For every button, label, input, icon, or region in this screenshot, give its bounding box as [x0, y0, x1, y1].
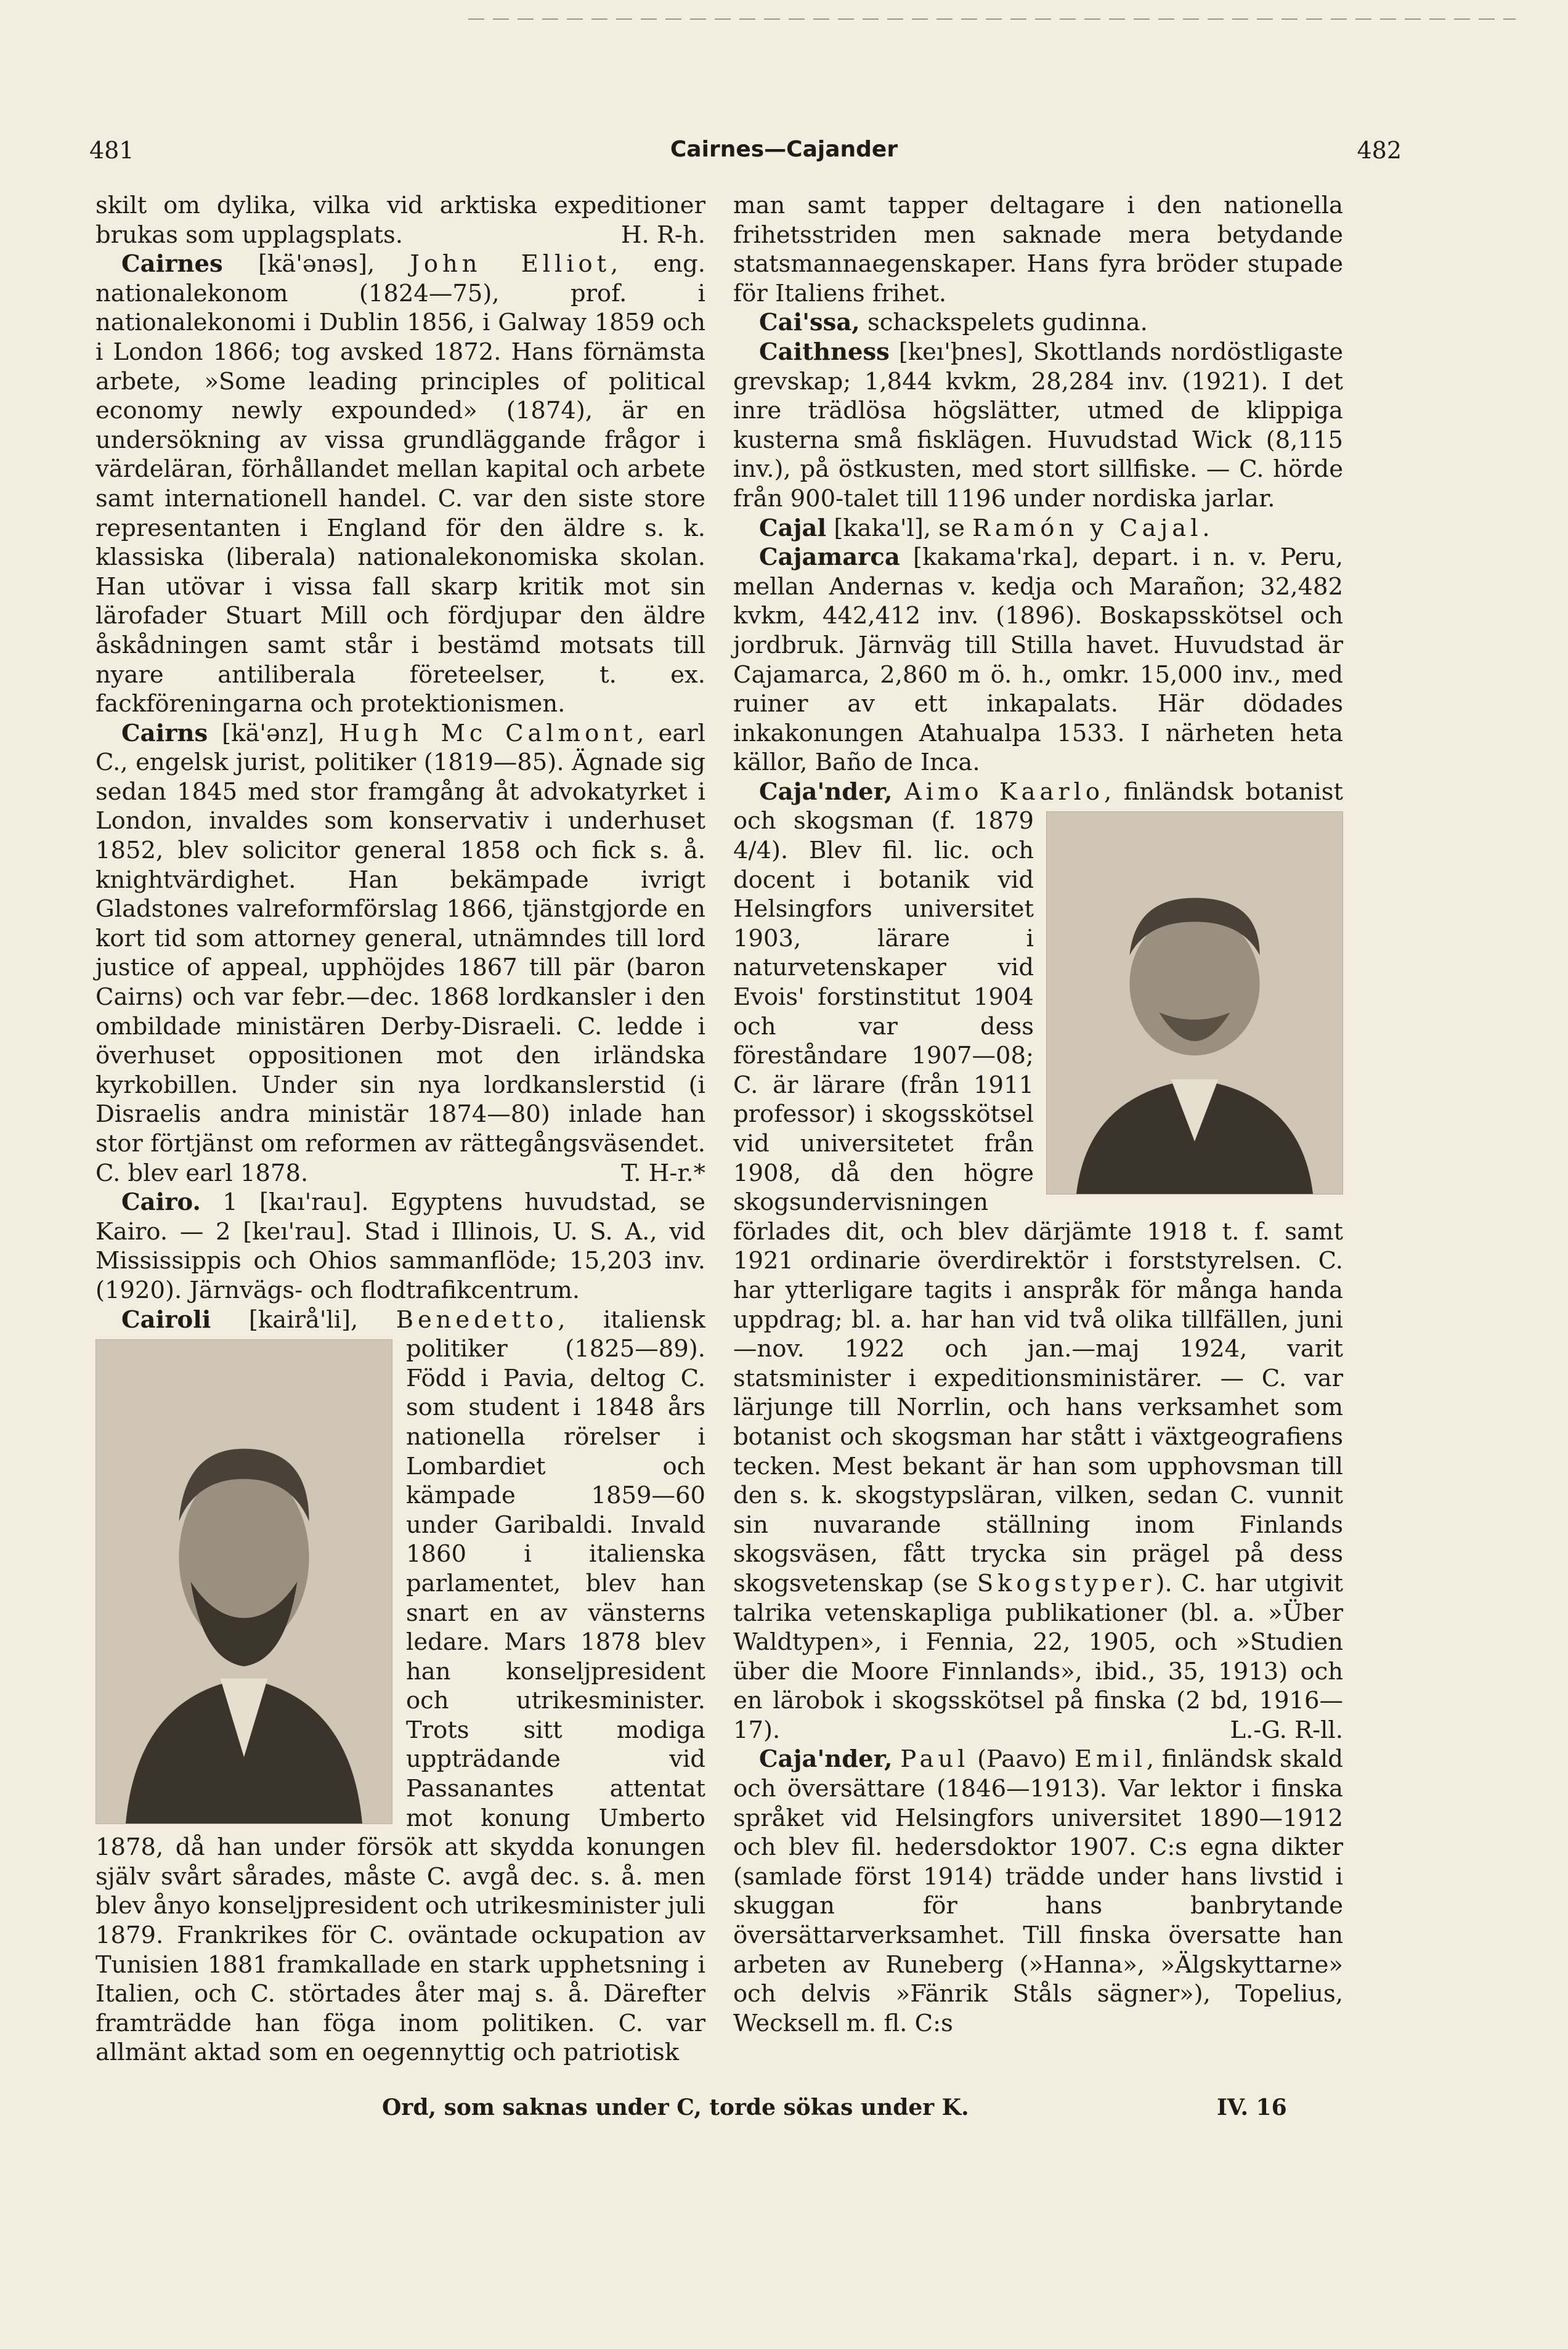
entry-headword: Cairoli [121, 1305, 211, 1334]
entry-headword: Cairo. [121, 1188, 201, 1217]
entry-text: , finländsk botanist och skogsman (f. 1879 4/4). Blev fil. lic. och docent i botanik vid Helsingfors universitet 1903, lärare i naturvetenskaper vid Evois' forstinstitut 1904 och var dess föreståndare 1907—08; C. är lärare (från 1911 professor) i skogsskötsel vid universitetet från 1908, då den högre skogsundervisningen förlades dit, och blev därjämte 1918 t. f. samt 1921 ordinarie överdirektör i forststyrelsen. C. har ytterligare tagits i anspråk för många handa uppdrag; bl. a. har han vid två olika tillfällen, juni—nov. 1922 och jan.—maj 1924, varit statsminister i expeditionsministärer. — C. var lärjunge till Norrlin, och hans verksamhet som botanist och skogsman har stått i växtgeografiens tecken. Mest bekant är han som upphovsman till den s. k. skogstypsläran, vilken, sedan C. vunnit sin nuvarande ställning inom Finlands skogsväsen, fått trycka sin prägel på dess skogsvetenskap (se [733, 777, 1343, 1597]
person-name: John Elliot [410, 250, 611, 278]
entry-caissa [733, 308, 1343, 338]
entry-continuation: man samt tapper deltagare i den nationella frihetsstriden men saknade mera betydande statsmannaegenskaper. Hans fyra bröder stupade för Italiens frihet. [733, 192, 1343, 307]
entry-cajal [733, 514, 1343, 543]
cross-reference: Skogstyper [977, 1569, 1156, 1597]
entry-cajander-paul [733, 1745, 1343, 2038]
entry-cajamarca [733, 543, 1343, 777]
alt-name: (Paavo) [969, 1745, 1074, 1774]
top-edge-rule [468, 18, 1516, 20]
pronunciation: [kä'ənəs], [222, 250, 410, 278]
entry-headword: Cairnes [121, 250, 223, 278]
entry-text: , earl C., engelsk jurist, politiker (1819—85). Ägnade sig sedan 1845 med stor framgång åt advokatyrket i London, invaldes som konservativ i underhuset 1852, blev solicitor general 1858 och fick s. å. knightvärdighet. Han bekämpade ivrigt Gladstones valreformförslag 1866, tjänstgjorde en kort tid som attorney general, utnämndes till lord justice of appeal, upphöjdes 1867 till pär (baron Cairns) och var febr.—dec. 1868 lordkansler i den ombildade ministären Derby-Disraeli. C. ledde i överhuset oppositionen mot den irländska kyrkobillen. Under sin nya lordkanslerstid (i Disraelis andra ministär 1874—80) inlade han stor förtjänst om reformen av rättegångsväsendet. C. blev earl 1878. [95, 719, 705, 1187]
pronunciation: [kaka'l], se [826, 514, 973, 542]
person-name: Paul [900, 1745, 970, 1774]
entry-caithness [733, 338, 1343, 514]
entry-text: , finländsk skald och översättare (1846—1913). Var lektor i finska språket vid Helsingfors universitet 1890—1912 och blev fil. hedersdoktor 1907. C:s egna dikter (samlade först 1914) trädde under hans livstid i skuggan för hans banbrytande översättarverksamhet. Till finska översatte han arbeten av Runeberg (»Hanna», »Älgskyttarne» och delvis »Fänrik Ståls sägner»), Topelius, Wecksell m. fl. C:s [733, 1745, 1344, 2037]
right-column [733, 191, 1343, 2038]
left-column [95, 191, 705, 2067]
entry-continuation [95, 191, 705, 250]
entry-cajander-aimo [733, 777, 1343, 1745]
entry-cairnes-john [95, 250, 705, 719]
entry-cairoli [95, 1305, 705, 2067]
pronunciation: [kä'ənz], [208, 719, 339, 747]
pronunciation: [kairå'li], [211, 1305, 396, 1334]
entry-text: skilt om dylika, vilka vid arktiska expeditioner brukas som upplagsplats. [95, 192, 705, 249]
author-signature: H. R-h. [620, 221, 705, 249]
entry-headword: Cajal [759, 514, 827, 542]
page-number-left: 481 [89, 137, 134, 164]
signature-mark: IV. 16 [1217, 2095, 1287, 2120]
entry-text: [kakama'rka], depart. i n. v. Peru, mellan Andernas v. kedja och Marañon; 32,482 kvkm, 442,412 inv. (1896). Boskapsskötsel och jordbruk. Järnväg till Stilla havet. Huvudstad är Cajamarca, 2,860 m ö. h., omkr. 15,000 inv., med ruiner av ett inkapalats. Här dödades inkakonungen Atahualpa 1533. I närheten heta källor, Baño de Inca. [733, 543, 1343, 777]
entry-headword: Caithness [759, 338, 890, 366]
cajander-portrait [1046, 811, 1343, 1195]
person-name: Benedetto [396, 1305, 558, 1334]
entry-cairns [95, 719, 705, 1188]
entry-headword: Caja'nder, [759, 777, 893, 806]
entry-text: [keı'þnes], Skottlands nordöstligaste grevskap; 1,844 kvkm, 28,284 inv. (1921). I det inre trädlösa högslätter, utmed de klippiga kusterna små fisklägen. Huvudstad Wick (8,115 inv.), på östkusten, med stort sillfiske. — C. hörde från 900-talet till 1196 under nordiska jarlar. [733, 338, 1343, 513]
person-name: Hugh Mc Calmont [339, 719, 637, 747]
entry-headword: Cai'ssa, [759, 309, 860, 337]
entry-text: , eng. nationalekonom (1824—75), prof. i nationalekonomi i Dublin 1856, i Galway 1859 och i London 1866; tog avsked 1872. Hans förnämsta arbete, »Some leading principles of political economy newly expounded» (1874), är en undersökning av vissa grundläggande frågor i värdeläran, förhållandet mellan kapital och arbete samt internationell handel. C. var den siste store representanten i England för den äldre s. k. klassiska (liberala) nationalekonomiska skolan. Han utövar i vissa fall skarp kritik mot sin lärofader Stuart Mill och fördjupar den äldre åskådningen samt står i bestämd motsats till nyare antiliberala företeelser, t. ex. fackföreningarna och protektionismen. [95, 250, 705, 718]
person-name: Aimo Kaarlo [904, 777, 1105, 806]
entry-text-continued: ). C. har utgivit talrika vetenskapliga publikationer (bl. a. »Über Waldtypen», i Fennia, 22, 1905, och »Studien über die Moore Finnlands», ibid., 35, 1913) och en lärobok i skogsskötsel på finska (2 bd, 1916—17). [733, 1569, 1343, 1744]
entry-headword: Caja'nder, [759, 1745, 893, 1774]
entry-text: schackspelets gudinna. [859, 309, 1148, 337]
author-signature: L.-G. R-ll. [1230, 1716, 1343, 1744]
entry-text: 1 [kaı'rau]. Egyptens huvudstad, se Kairo. — 2 [keı'rau]. Stad i Illinois, U. S. A., vid Mississippis och Ohios sammanflöde; 15,203 inv. (1920). Järnvägs- och flodtrafikcentrum. [95, 1188, 705, 1304]
punctuation: . [1202, 514, 1210, 542]
entry-headword: Cajamarca [759, 543, 900, 572]
entry-cairo [95, 1188, 705, 1305]
entry-headword: Cairns [121, 719, 208, 747]
cairoli-portrait [95, 1339, 392, 1824]
entry-text: , italiensk politiker (1825—89). Född i Pavia, deltog C. som student i 1848 års nationella rörelser i Lombardiet och kämpade 1859—60 under Garibaldi. Invald 1860 i italienska parlamentet, blev han snart en av vänsterns ledare. Mars 1878 blev han konseljpresident och utrikesminister. Trots sitt modiga uppträdande vid Passanantes attentat mot konung Umberto 1878, då han under försök att skydda konungen själv svårt sårades, måste C. avgå dec. s. å. men blev ånyo konseljpresident och utrikesminister juli 1879. Frankrikes för C. oväntade ockupation av Tunisien 1881 framkallade en stark upphetsning i Italien, och C. störtades åter maj s. å. Därefter framträdde han föga inom politiken. C. var allmänt aktad som en oegennyttig och patriotisk [95, 1305, 706, 2067]
person-name-second: Emil [1074, 1745, 1147, 1774]
cross-reference-name: Ramón y Cajal [972, 514, 1203, 542]
page-number-right: 482 [1357, 137, 1402, 164]
running-title: Cairnes—Cajander [670, 137, 898, 162]
footer-note: Ord, som saknas under C, torde sökas under K. [382, 2095, 969, 2120]
author-signature: T. H-r.* [621, 1159, 705, 1187]
